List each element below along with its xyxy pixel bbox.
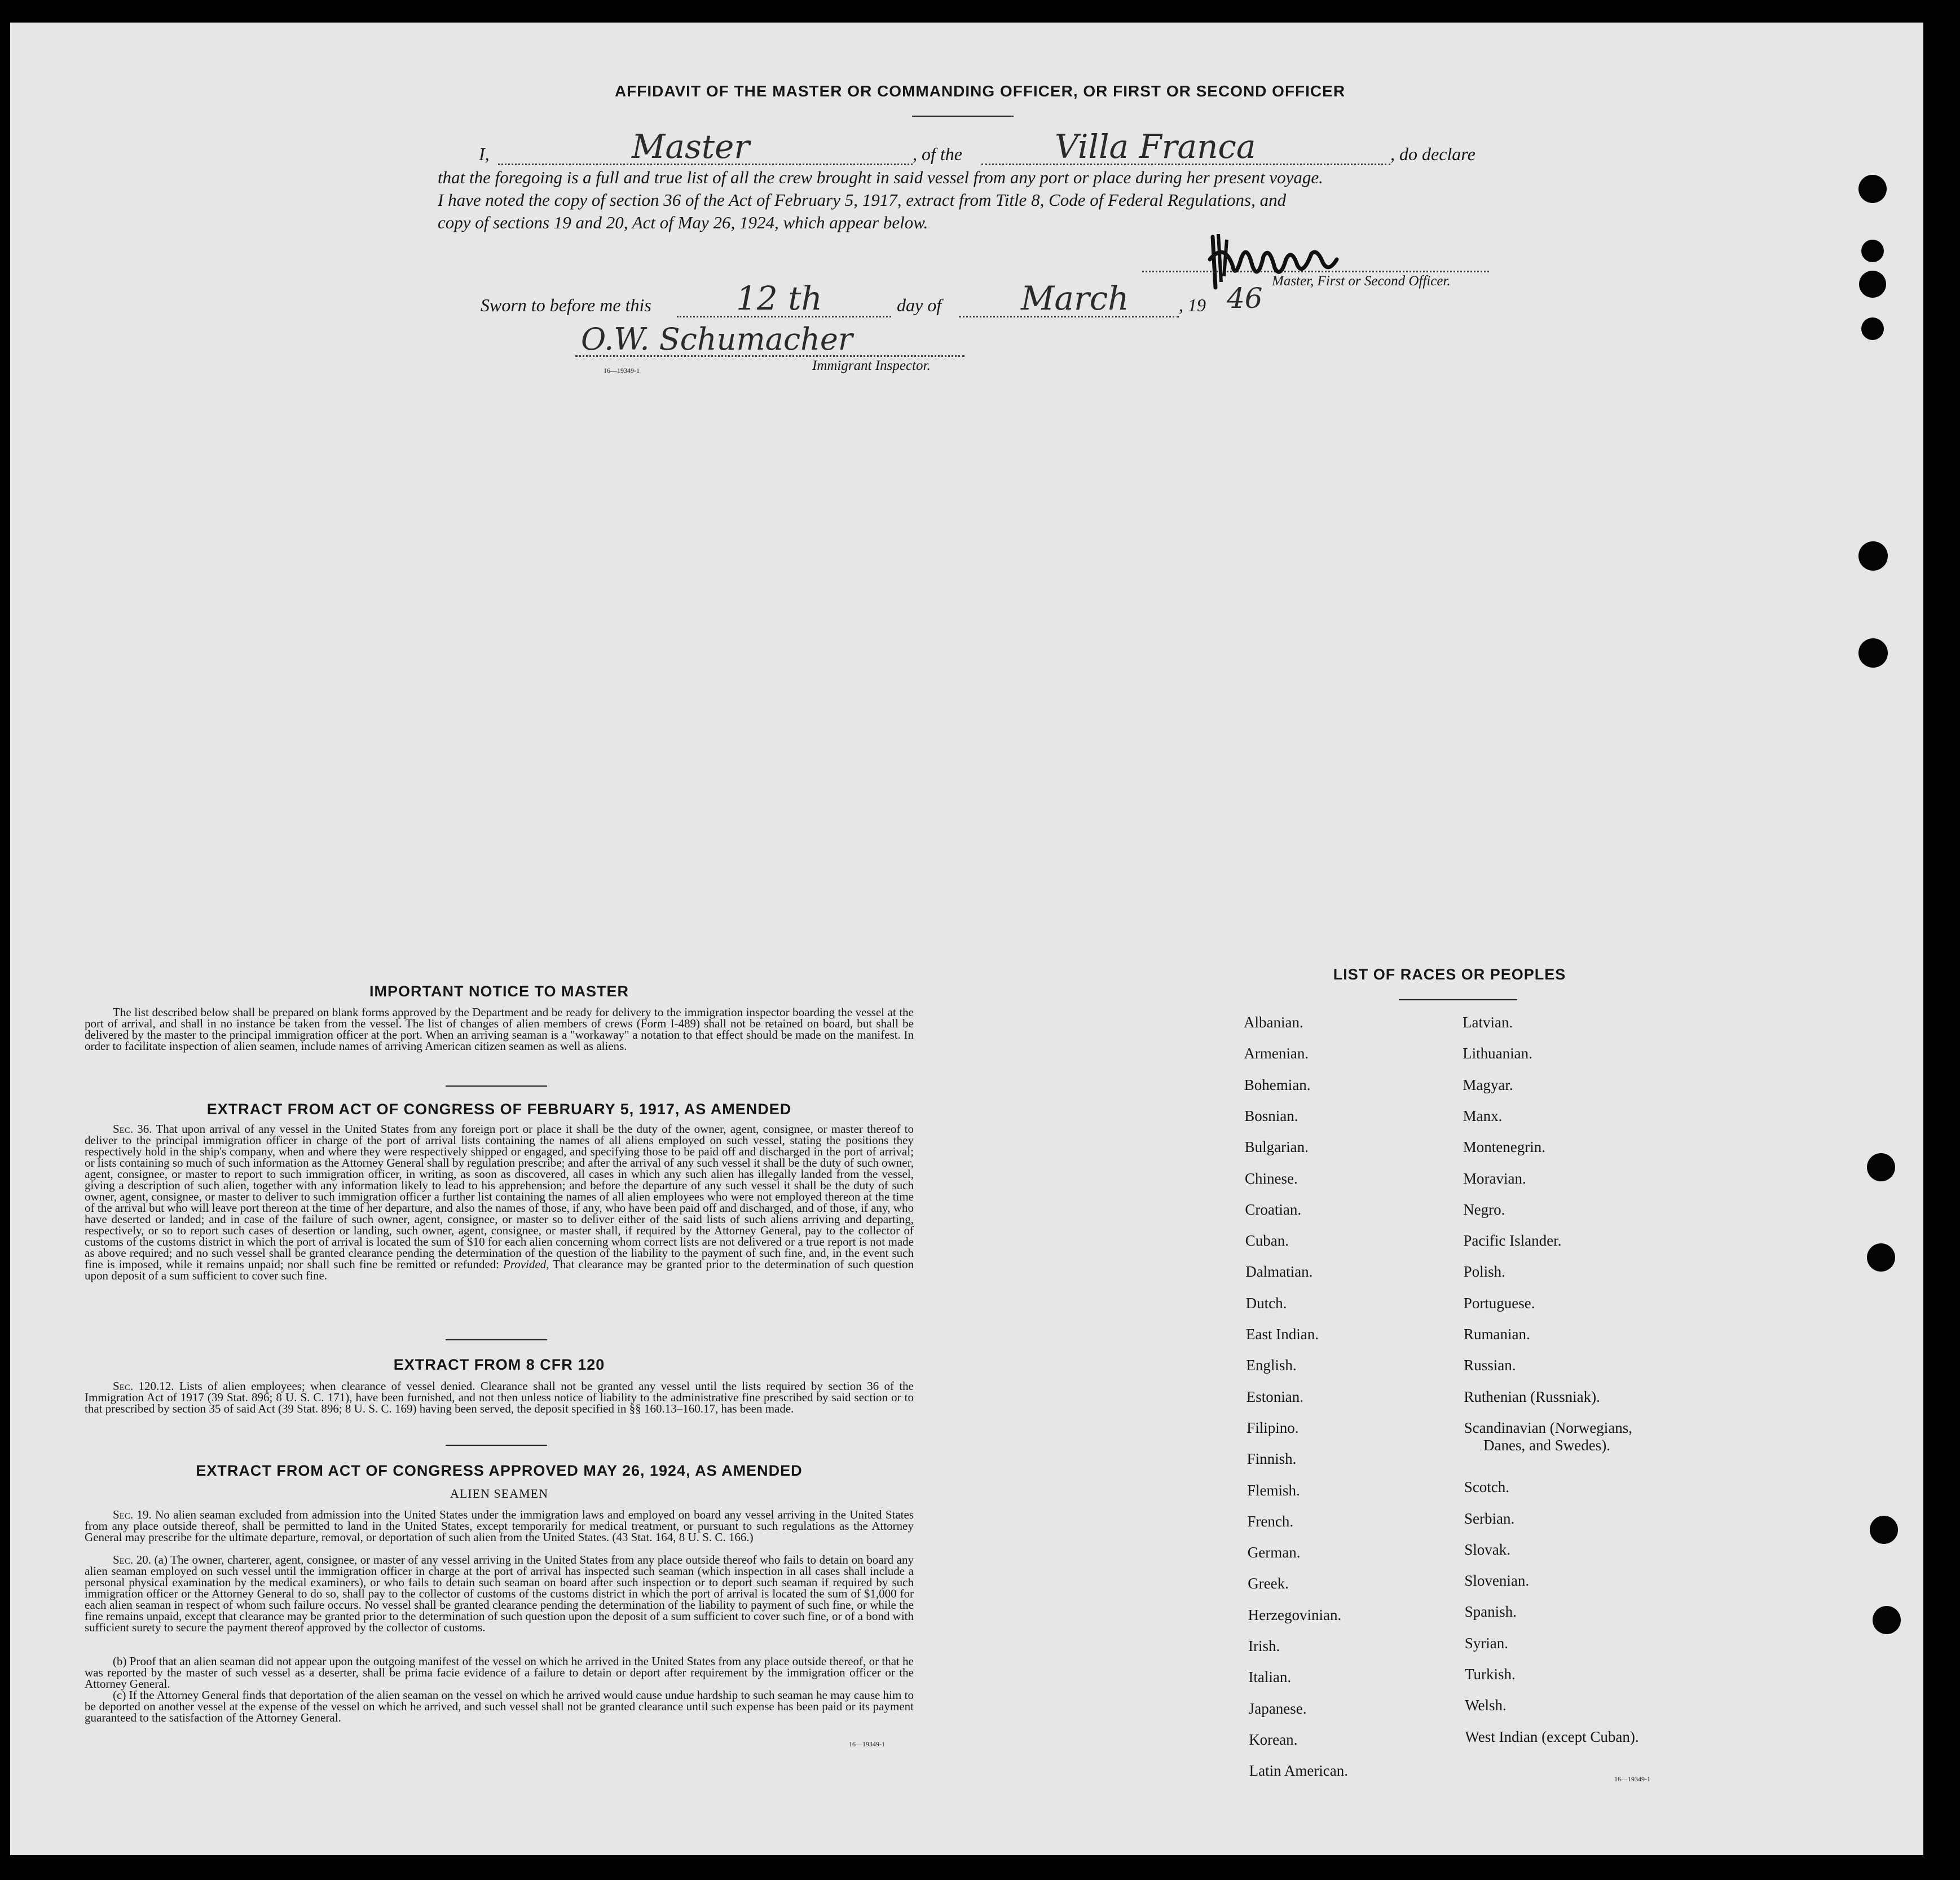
year-suffix-handwriting: 46	[1227, 282, 1263, 315]
extract-1924-sec19-label: Sec. 19.	[113, 1508, 152, 1521]
race-item: French.	[1247, 1512, 1294, 1530]
race-item: Bosnian.	[1244, 1107, 1298, 1124]
race-item: East Indian.	[1246, 1326, 1319, 1343]
officer-caption: Master, First or Second Officer.	[1272, 273, 1451, 289]
punch-hole	[1858, 175, 1887, 203]
race-item: Montenegrin.	[1463, 1138, 1546, 1156]
statement-line-2: I have noted the copy of section 36 of the Act of February 5, 1917, extract from Title 8, Code of Federal Regulations, and	[438, 190, 1287, 210]
race-item: Scotch.	[1464, 1479, 1510, 1496]
do-declare-label: , do declare	[1390, 144, 1475, 164]
punch-hole	[1861, 317, 1884, 340]
inspector-caption: Immigrant Inspector.	[812, 358, 931, 373]
race-item: Slovenian.	[1464, 1572, 1530, 1590]
punch-hole	[1873, 1606, 1901, 1634]
race-item: Moravian.	[1463, 1170, 1526, 1187]
race-item: Irish.	[1248, 1638, 1280, 1654]
race-item: Lithuanian.	[1463, 1045, 1532, 1062]
extract-1917-text: That upon arrival of any vessel in the United States from any foreign port or place it shall be the duty of the owner, agent, consignee, or master thereof to deliver to the principal immigration officer in charge of the port of arrival lists containing the names of all aliens employed on such vessel, stating the positions they respectively hold in the ship's company, when and where they were respectively shipped or engaged, and specifying those to be paid off and discharged in the port of arrival; or lists containing so much of such information as the Attorney General shall by regulation prescribe; and after the arrival of any such vessel it shall be the duty of such owner, agent, consignee, or master to report to such immigration officer, in writing, as soon as discovered, all cases in which any such alien has illegally landed from the vessel, giving a description of such alien, together with any information likely to lead to his apprehension; and before the departure of any such vessel it shall be the duty of such owner, agent, consignee, or master to deliver to such immigration officer a further list containing the names of all alien employees who were not employed thereon at the time of the arrival but who will leave port thereon at the time of her departure, and also the names of those, if any, who have been paid off and discharged, and of those, if any, who have deserted or landed; and in case of the failure of such owner, agent, consignee, or master so to deliver either of the said lists of such aliens arriving and departing, respectively, or so to report such cases of desertion or landing, such owner, agent, consignee, or master shall, if required by the Attorney General, pay to the collector of customs of the customs district in which the port of arrival is located the sum of $10 for each alien concerning whom correct lists are not delivered or a true report is not made as above required; and no such vessel shall be granted clearance pending the determination of the question of the liability to the payment of such fine, and, in the event such fine is imposed, while it remains unpaid; nor shall such fine be remitted or refunded:	[85, 1122, 914, 1271]
race-item: Croatian.	[1245, 1201, 1302, 1218]
of-the-label: , of the	[913, 144, 962, 164]
extract-1924-sec20a	[85, 1554, 914, 1633]
punch-hole	[1861, 240, 1884, 262]
race-item: Portuguese.	[1463, 1294, 1535, 1312]
punch-hole	[1858, 638, 1888, 668]
race-item: Bohemian.	[1244, 1076, 1311, 1093]
race-item: Armenian.	[1244, 1045, 1309, 1062]
races-title: LIST OF RACES OR PEOPLES	[1333, 966, 1566, 983]
race-item: Rumanian.	[1464, 1326, 1530, 1343]
race-item: English.	[1246, 1357, 1297, 1374]
race-item: Greek.	[1248, 1575, 1289, 1592]
punch-hole	[1867, 1153, 1895, 1181]
statement-line-1: that the foregoing is a full and true list of all the crew brought in said vessel from any port or place during her present voyage.	[438, 167, 1323, 187]
race-item: Negro.	[1463, 1201, 1505, 1218]
day-of-label: day of	[897, 295, 942, 315]
race-item: Cuban.	[1245, 1232, 1289, 1250]
race-item: Flemish.	[1247, 1481, 1300, 1499]
races-divider	[1399, 999, 1517, 1000]
extract-1924-sec20b: (b) Proof that an alien seaman did not appear upon the outgoing manifest of the vessel on which he arrived in the United States from any place outside thereof, or that he was reported by the master of such vessel as a deserter, shall be prima facie evidence of a failure to detain or deport after requirement by the immigration officer or the Attorney General.	[85, 1654, 914, 1691]
race-item: Serbian.	[1464, 1510, 1515, 1527]
race-item: Japanese.	[1248, 1700, 1307, 1717]
extract-cfr-body	[85, 1380, 914, 1414]
extract-1917-text-end: That clearance may be granted prior to the determination of such question upon deposit of a sum sufficient to cover such fine.	[85, 1257, 914, 1282]
affidavit-i-label: I,	[479, 144, 490, 164]
race-item: Russian.	[1464, 1357, 1516, 1374]
race-item: Magyar.	[1463, 1076, 1513, 1093]
extract-1924-sec20a-text: (a) The owner, charterer, agent, consignee, or master of any vessel arriving in the United States from any place outside thereof who fails to detain on board any alien seaman employed on such vessel until the immigration officer in charge at the port of arrival has inspected such seaman (which inspection in all cases shall include a personal physical examination by the medical examiners), or who fails to detain such seaman on board after such inspection or to deport such seaman if required by such immigration officer or the Attorney General to do so, shall pay to the collector of customs of the customs district in which the port of arrival is located the sum of $1,000 for each alien seaman in respect of whom such failure occurs. No vessel shall be granted clearance pending the determination of the liability to payment of such fine, or while the fine remains unpaid, except that clearance may be granted prior to the determination of such question upon the deposit of a sum sufficient to cover such fine, or of a bond with sufficient surety to secure the payment thereof approved by the collector of customs.	[85, 1553, 914, 1634]
statement-line-3: copy of sections 19 and 20, Act of May 26, 1924, which appear below.	[438, 213, 928, 232]
race-item: Scandinavian (Norwegians,	[1464, 1419, 1633, 1436]
race-item: Korean.	[1249, 1731, 1298, 1748]
inspector-signature-handwriting: O.W. Schumacher	[581, 321, 853, 357]
extract-1924-form-code: 16—19349-1	[849, 1740, 885, 1748]
extract-cfr-divider	[446, 1445, 547, 1446]
race-item: Spanish.	[1464, 1603, 1517, 1621]
race-item: Welsh.	[1465, 1697, 1507, 1714]
master-name-handwriting: Master	[632, 127, 750, 166]
race-item: Slovak.	[1464, 1541, 1510, 1558]
punch-hole	[1858, 541, 1888, 571]
punch-hole	[1870, 1516, 1898, 1544]
extract-cfr-text: Lists of alien employees; when clearance of vessel denied. Clearance shall not be granted any vessel until the lists required by section 36 of the Immigration Act of 1917 (39 Stat. 896; 8 U. S. C. 171), have been furnished, and not then unless notice of liability to the administrative fine prescribed by said section or to that prescribed by section 35 of said Act (39 Stat. 896; 8 U. S. C. 169) having been served, the deposit specified in §§ 160.13–160.17, has been made.	[85, 1379, 914, 1415]
race-item: Dutch.	[1245, 1294, 1287, 1312]
race-item: Latin American.	[1249, 1762, 1349, 1780]
race-item: Chinese.	[1245, 1170, 1298, 1187]
sworn-label: Sworn to before me this	[481, 295, 651, 315]
extract-cfr-sec-label: Sec. 120.12.	[113, 1379, 174, 1393]
affidavit-title: AFFIDAVIT OF THE MASTER OR COMMANDING OFFICER, OR FIRST OR SECOND OFFICER	[614, 82, 1346, 100]
title-divider	[912, 116, 1014, 117]
sworn-day-handwriting: 12 th	[736, 279, 822, 317]
extract-cfr-title: EXTRACT FROM 8 CFR 120	[393, 1356, 605, 1373]
race-item: Pacific Islander.	[1463, 1232, 1562, 1250]
extract-1917-divider	[446, 1339, 547, 1340]
extract-1924-title: EXTRACT FROM ACT OF CONGRESS APPROVED MAY 26, 1924, AS AMENDED	[196, 1462, 803, 1479]
race-item-continuation: Danes, and Swedes).	[1483, 1436, 1610, 1454]
race-item: Herzegovinian.	[1248, 1606, 1342, 1623]
race-item: Polish.	[1463, 1263, 1505, 1281]
extract-1924-subtitle: ALIEN SEAMEN	[450, 1486, 548, 1501]
race-item: Syrian.	[1464, 1634, 1509, 1652]
race-item: Albanian.	[1244, 1014, 1303, 1031]
race-item: Dalmatian.	[1245, 1263, 1313, 1281]
extract-1924-sec19	[85, 1509, 914, 1543]
affidavit-form-code: 16—19349-1	[604, 367, 640, 374]
race-item: German.	[1247, 1544, 1301, 1561]
race-item: Manx.	[1463, 1107, 1503, 1124]
race-item: Estonian.	[1246, 1388, 1304, 1405]
race-item: Bulgarian.	[1244, 1138, 1309, 1156]
vessel-name-handwriting: Villa Franca	[1055, 127, 1256, 166]
notice-divider	[446, 1085, 547, 1087]
punch-hole	[1859, 271, 1886, 298]
race-item: Filipino.	[1247, 1419, 1299, 1436]
year-prefix-label: , 19	[1179, 295, 1206, 315]
extract-1917-title: EXTRACT FROM ACT OF CONGRESS OF FEBRUARY 5, 1917, AS AMENDED	[206, 1101, 792, 1118]
notice-text: The list described below shall be prepared on blank forms approved by the Department and be ready for delivery to the immigration inspector boarding the vessel at the port of arrival, and shall in no instance be taken from the vessel. The list of changes of alien members of crews (Form I-489) shall not be retained on board, but shall be delivered by the master to the principal immigration officer at the port. When an arriving seaman is a "workaway" a notation to that effect should be made on the manifest. In order to facilitate inspection of alien seamen, include names of arriving American citizen seamen as well as aliens.	[85, 1005, 914, 1053]
extract-1924-sec19-text: No alien seaman excluded from admission into the United States under the immigration laws and employed on board any vessel arriving in the United States from any place outside thereof, shall be permitted to land in the United States, except temporarily for medical treatment, or pursuant to such regulations as the Attorney General may prescribe for the ultimate departure, removal, or deportation of such alien from the United States. (43 Stat. 164, 8 U. S. C. 166.)	[85, 1508, 914, 1544]
race-item: Latvian.	[1463, 1014, 1513, 1031]
race-item: Finnish.	[1247, 1450, 1297, 1468]
punch-hole	[1867, 1243, 1895, 1272]
notice-title: IMPORTANT NOTICE TO MASTER	[369, 983, 629, 1000]
race-item: Italian.	[1248, 1669, 1292, 1686]
race-item: West Indian (except Cuban).	[1465, 1728, 1639, 1745]
extract-1917-sec-label: Sec. 36.	[113, 1122, 152, 1136]
race-item: Ruthenian (Russniak).	[1464, 1388, 1600, 1405]
race-item: Turkish.	[1465, 1666, 1516, 1683]
extract-1924-sec20c: (c) If the Attorney General finds that deportation of the alien seaman on the vessel on which he arrived would cause undue hardship to such seaman he may cause him to be deported on another vessel at the expense of the vessel on which he arrived, and such vessel shall not be granted clearance until such expense has been paid or its payment guaranteed to the satisfaction of the Attorney General.	[85, 1688, 914, 1724]
extract-1917-body	[85, 1123, 914, 1281]
extract-1917-provided: Provided,	[503, 1257, 549, 1271]
races-form-code: 16—19349-1	[1614, 1775, 1650, 1783]
extract-1924-sec20-label: Sec. 20.	[113, 1553, 151, 1566]
sworn-month-handwriting: March	[1021, 279, 1129, 317]
